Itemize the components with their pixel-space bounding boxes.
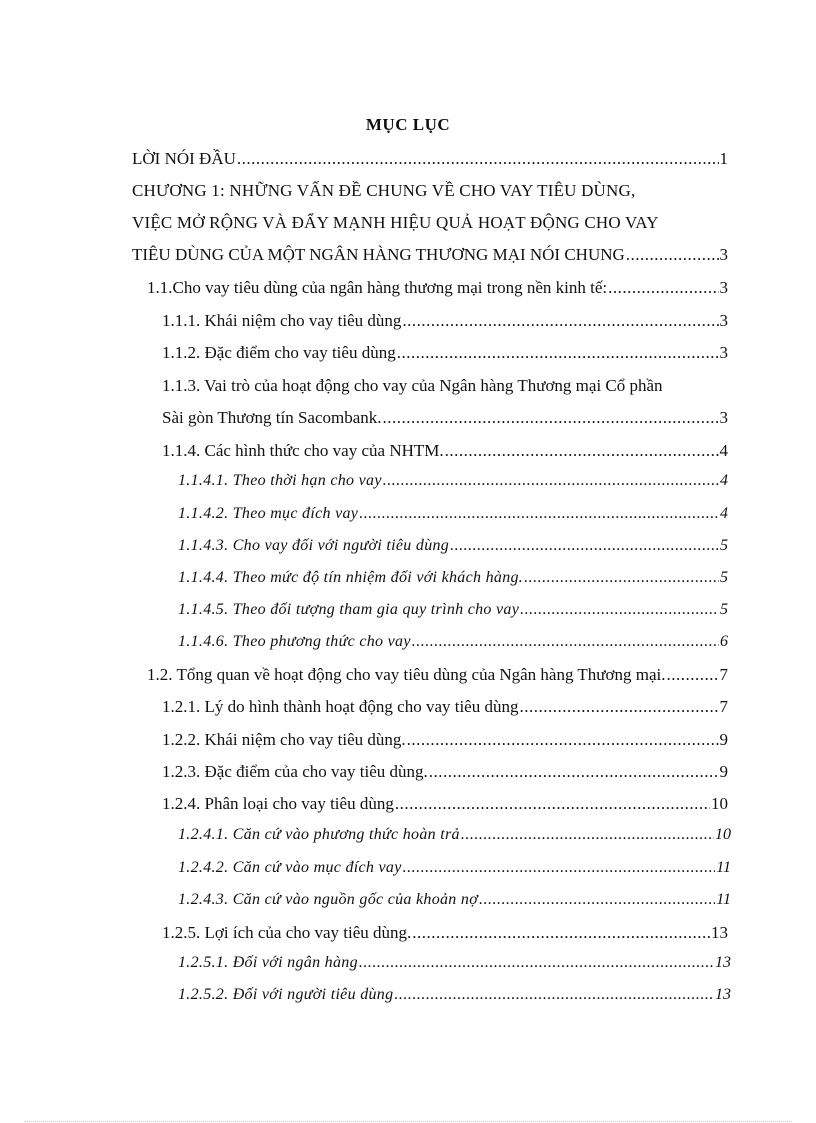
leader-dots (524, 568, 719, 588)
toc-entry-1-2-5-1[interactable] (178, 953, 731, 973)
toc-page-number: 11 (716, 859, 731, 876)
toc-entry-1-2-2[interactable] (162, 730, 728, 750)
leader-dots (445, 441, 719, 461)
toc-page-number: 11 (716, 891, 731, 908)
toc-entry-chuong-1-line1[interactable]: CHƯƠNG 1: NHỮNG VẤN ĐỀ CHUNG VỀ CHO VAY TIÊU DÙNG, (132, 181, 636, 200)
leader-dots (608, 278, 718, 298)
toc-entry-1-2-4-2[interactable] (178, 858, 731, 878)
toc-entry-1-1-3-line1[interactable]: 1.1.3. Vai trò của hoạt động cho vay của Ngân hàng Thương mại Cổ phần (162, 376, 663, 395)
toc-entry-1-1-4[interactable] (162, 441, 728, 461)
toc-page-number: 5 (720, 537, 728, 554)
toc-entry-1-2-4-1[interactable] (178, 825, 731, 845)
toc-page-number: 3 (719, 311, 728, 330)
toc-entry-1-2-4-3[interactable] (178, 890, 731, 910)
toc-page-number: 13 (715, 954, 731, 971)
toc-entry-1-2-5[interactable] (162, 923, 728, 943)
leader-dots (359, 953, 714, 973)
toc-entry-1-2-3[interactable] (162, 762, 728, 782)
leader-dots (237, 149, 719, 169)
toc-entry-label: 1.2.4.1. Căn cứ vào phương thức hoàn trả (178, 826, 460, 843)
toc-page-number: 4 (720, 505, 728, 522)
toc-entry-label: 1.1.1. Khái niệm cho vay tiêu dùng (162, 311, 402, 330)
toc-entry-1-1-4-6[interactable] (178, 632, 728, 652)
leader-dots (412, 632, 719, 652)
toc-entry-1-1-3[interactable] (162, 408, 728, 428)
toc-page-number: 1 (719, 149, 728, 168)
toc-entry-1-1-1[interactable] (162, 311, 728, 331)
toc-entry-1-1-4-3[interactable] (178, 536, 728, 556)
toc-page-number: 5 (720, 569, 728, 586)
toc-entry-label: 1.1.4.5. Theo đối tượng tham gia quy trình cho vay (178, 601, 520, 618)
leader-dots (397, 343, 719, 363)
toc-page-number: 4 (720, 472, 728, 489)
toc-entry-label: 1.2.5.2. Đối với người tiêu dùng (178, 986, 394, 1003)
toc-entry-label: 1.1.4.2. Theo mục đích vay (178, 505, 359, 522)
toc-page-number: 4 (719, 441, 728, 460)
toc-page-number: 3 (719, 245, 728, 264)
leader-dots (403, 858, 716, 878)
toc-page-number: 7 (719, 665, 728, 684)
toc-entry-1-2-1[interactable] (162, 697, 728, 717)
toc-entry-label: 1.1.4.4. Theo mức độ tín nhiệm đối với khách hàng. (178, 569, 524, 586)
toc-entry-1-2[interactable] (147, 665, 728, 685)
leader-dots (461, 825, 714, 845)
toc-entry-1-1[interactable] (147, 278, 728, 298)
leader-dots (667, 665, 719, 685)
toc-entry-label: 1.2.4. Phân loại cho vay tiêu dùng (162, 794, 394, 813)
toc-page-number: 9 (719, 730, 728, 749)
toc-entry-1-1-4-1[interactable] (178, 471, 728, 491)
toc-entry-label: 1.1.4.3. Cho vay đối với người tiêu dùng (178, 537, 450, 554)
toc-entry-label: 1.2.2. Khái niệm cho vay tiêu dùng. (162, 730, 406, 749)
toc-page-number: 3 (719, 278, 728, 297)
toc-entry-1-1-2[interactable] (162, 343, 728, 363)
toc-page-number: 5 (720, 601, 728, 618)
leader-dots (394, 985, 714, 1005)
leader-dots (626, 245, 719, 265)
toc-entry-label: LỜI NÓI ĐẦU (132, 149, 236, 168)
toc-entry-label: 1.2.4.2. Căn cứ vào mục đích vay (178, 859, 402, 876)
toc-entry-label: 1.2.1. Lý do hình thành hoạt động cho vay tiêu dùng (162, 697, 519, 716)
leader-dots (520, 600, 719, 620)
toc-page-number: 10 (711, 794, 728, 813)
leader-dots (383, 471, 719, 491)
toc-page-number: 6 (720, 633, 728, 650)
toc-entry-1-1-4-5[interactable] (178, 600, 728, 620)
toc-entry-chuong-1[interactable] (132, 245, 728, 265)
leader-dots (450, 536, 719, 556)
toc-entry-label: 1.2.4.3. Căn cứ vào nguồn gốc của khoản nợ (178, 891, 479, 908)
toc-entry-1-2-5-2[interactable] (178, 985, 731, 1005)
leader-dots (519, 697, 718, 717)
toc-page-number: 7 (719, 697, 728, 716)
toc-entry-1-1-4-2[interactable] (178, 504, 728, 524)
toc-page-number: 3 (719, 408, 728, 427)
leader-dots (359, 504, 719, 524)
toc-entry-label: Sài gòn Thương tín Sacombank. (162, 408, 382, 427)
toc-page-number: 13 (711, 923, 728, 942)
toc-entry-label: 1.1.2. Đặc điểm cho vay tiêu dùng (162, 343, 396, 362)
leader-dots (479, 890, 715, 910)
toc-entry-1-1-4-4[interactable] (178, 568, 728, 588)
toc-entry-label: 1.1.4.6. Theo phương thức cho vay (178, 633, 411, 650)
page-title: MỤC LỤC (365, 115, 451, 134)
toc-page-number: 13 (715, 986, 731, 1003)
leader-dots (407, 730, 719, 750)
leader-dots (383, 408, 719, 428)
toc-entry-loi-noi-dau[interactable] (132, 149, 728, 169)
leader-dots (429, 762, 719, 782)
leader-dots (412, 923, 710, 943)
toc-entry-label: 1.2. Tổng quan về hoạt động cho vay tiêu dùng của Ngân hàng Thương mại. (147, 665, 666, 684)
toc-entry-label: 1.1.Cho vay tiêu dùng của ngân hàng thương mại trong nền kinh tế: (147, 278, 608, 297)
toc-entry-1-2-4[interactable] (162, 794, 728, 814)
leader-dots (395, 794, 710, 814)
page-bottom-rule (24, 1121, 792, 1122)
toc-entry-chuong-1-line2[interactable]: VIỆC MỞ RỘNG VÀ ĐẨY MẠNH HIỆU QUẢ HOẠT ĐỘNG CHO VAY (132, 213, 659, 232)
toc-page-number: 10 (715, 826, 731, 843)
toc-entry-label: TIÊU DÙNG CỦA MỘT NGÂN HÀNG THƯƠNG MẠI NÓI CHUNG (132, 245, 625, 264)
toc-entry-label: 1.2.5.1. Đối với ngân hàng (178, 954, 358, 971)
leader-dots (402, 311, 718, 331)
toc-entry-label: 1.1.4.1. Theo thời hạn cho vay (178, 472, 382, 489)
toc-page-number: 9 (719, 762, 728, 781)
toc-entry-label: 1.2.3. Đặc điểm của cho vay tiêu dùng. (162, 762, 428, 781)
toc-entry-label: 1.1.4. Các hình thức cho vay của NHTM. (162, 441, 444, 460)
toc-entry-label: 1.2.5. Lợi ích của cho vay tiêu dùng. (162, 923, 412, 942)
toc-page-number: 3 (719, 343, 728, 362)
